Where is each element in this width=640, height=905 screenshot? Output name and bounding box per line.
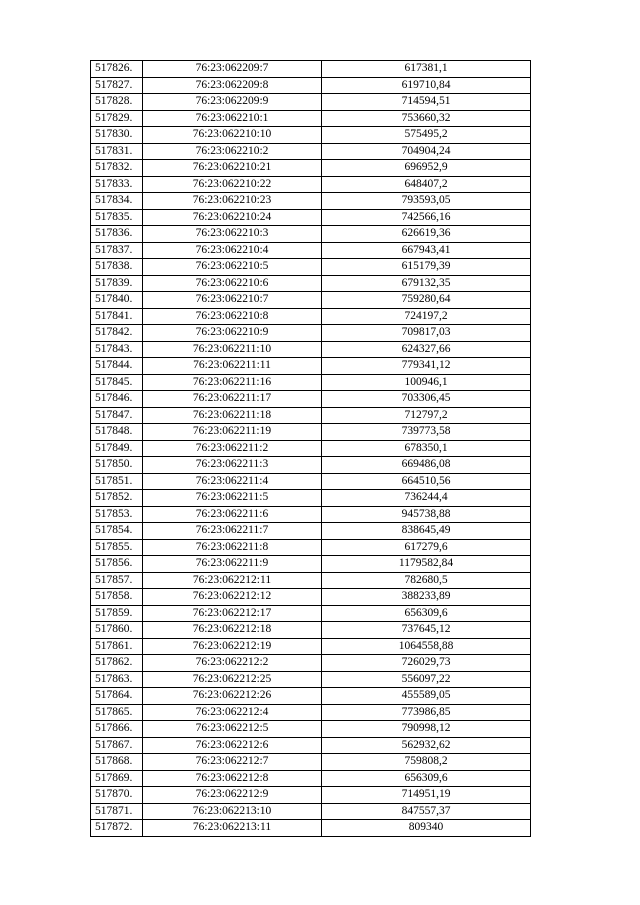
- row-number-cell: 517835.: [91, 209, 143, 226]
- row-number-cell: 517872.: [91, 820, 143, 837]
- table-row: [91, 209, 531, 226]
- cadastral-number-cell: 76:23:062210:9: [143, 325, 322, 342]
- value-cell: 847557,37: [322, 803, 531, 820]
- row-number-cell: 517871.: [91, 803, 143, 820]
- cadastral-number-cell: 76:23:062210:8: [143, 308, 322, 325]
- row-number-cell: 517863.: [91, 671, 143, 688]
- cadastral-number-cell: 76:23:062211:19: [143, 424, 322, 441]
- table-row: [91, 655, 531, 672]
- cadastral-number-cell: 76:23:062210:21: [143, 160, 322, 177]
- table-row: [91, 407, 531, 424]
- value-cell: 703306,45: [322, 391, 531, 408]
- value-cell: 790998,12: [322, 721, 531, 738]
- value-cell: 809340: [322, 820, 531, 837]
- value-cell: 679132,35: [322, 275, 531, 292]
- table-row: [91, 671, 531, 688]
- cadastral-number-cell: 76:23:062211:6: [143, 506, 322, 523]
- row-number-cell: 517853.: [91, 506, 143, 523]
- table-row: [91, 440, 531, 457]
- row-number-cell: 517828.: [91, 94, 143, 111]
- table-row: [91, 457, 531, 474]
- table-row: [91, 589, 531, 606]
- row-number-cell: 517846.: [91, 391, 143, 408]
- row-number-cell: 517867.: [91, 737, 143, 754]
- cadastral-number-cell: 76:23:062211:2: [143, 440, 322, 457]
- table-row: [91, 275, 531, 292]
- cadastral-number-cell: 76:23:062212:17: [143, 605, 322, 622]
- value-cell: 656309,6: [322, 770, 531, 787]
- cadastral-number-cell: 76:23:062210:10: [143, 127, 322, 144]
- row-number-cell: 517842.: [91, 325, 143, 342]
- cadastral-number-cell: 76:23:062212:9: [143, 787, 322, 804]
- cadastral-number-cell: 76:23:062211:18: [143, 407, 322, 424]
- value-cell: 709817,03: [322, 325, 531, 342]
- table-row: [91, 704, 531, 721]
- value-cell: 724197,2: [322, 308, 531, 325]
- row-number-cell: 517827.: [91, 77, 143, 94]
- value-cell: 678350,1: [322, 440, 531, 457]
- value-cell: 838645,49: [322, 523, 531, 540]
- value-cell: 624327,66: [322, 341, 531, 358]
- value-cell: 793593,05: [322, 193, 531, 210]
- row-number-cell: 517847.: [91, 407, 143, 424]
- value-cell: 100946,1: [322, 374, 531, 391]
- table-row: [91, 490, 531, 507]
- table-row: [91, 556, 531, 573]
- value-cell: 696952,9: [322, 160, 531, 177]
- row-number-cell: 517837.: [91, 242, 143, 259]
- value-cell: 736244,4: [322, 490, 531, 507]
- value-cell: 773986,85: [322, 704, 531, 721]
- cadastral-number-cell: 76:23:062212:7: [143, 754, 322, 771]
- cadastral-number-cell: 76:23:062210:23: [143, 193, 322, 210]
- value-cell: 619710,84: [322, 77, 531, 94]
- row-number-cell: 517841.: [91, 308, 143, 325]
- table-row: [91, 605, 531, 622]
- cadastral-number-cell: 76:23:062210:3: [143, 226, 322, 243]
- value-cell: 712797,2: [322, 407, 531, 424]
- row-number-cell: 517869.: [91, 770, 143, 787]
- row-number-cell: 517866.: [91, 721, 143, 738]
- value-cell: 617279,6: [322, 539, 531, 556]
- row-number-cell: 517860.: [91, 622, 143, 639]
- table-row: [91, 374, 531, 391]
- row-number-cell: 517832.: [91, 160, 143, 177]
- table-row: [91, 523, 531, 540]
- table-row: [91, 308, 531, 325]
- row-number-cell: 517864.: [91, 688, 143, 705]
- table-row: [91, 160, 531, 177]
- table-row: [91, 193, 531, 210]
- cadastral-number-cell: 76:23:062211:9: [143, 556, 322, 573]
- value-cell: 455589,05: [322, 688, 531, 705]
- table-row: [91, 721, 531, 738]
- cadastral-number-cell: 76:23:062211:17: [143, 391, 322, 408]
- cadastral-number-cell: 76:23:062213:10: [143, 803, 322, 820]
- cadastral-number-cell: 76:23:062211:5: [143, 490, 322, 507]
- row-number-cell: 517870.: [91, 787, 143, 804]
- table-row: [91, 292, 531, 309]
- row-number-cell: 517839.: [91, 275, 143, 292]
- table-row: [91, 572, 531, 589]
- cadastral-number-cell: 76:23:062211:4: [143, 473, 322, 490]
- cadastral-number-cell: 76:23:062212:6: [143, 737, 322, 754]
- cadastral-number-cell: 76:23:062209:9: [143, 94, 322, 111]
- cadastral-number-cell: 76:23:062213:11: [143, 820, 322, 837]
- cadastral-number-cell: 76:23:062212:25: [143, 671, 322, 688]
- cadastral-number-cell: 76:23:062212:11: [143, 572, 322, 589]
- value-cell: 388233,89: [322, 589, 531, 606]
- row-number-cell: 517855.: [91, 539, 143, 556]
- table-row: [91, 622, 531, 639]
- value-cell: 626619,36: [322, 226, 531, 243]
- cadastral-number-cell: 76:23:062212:8: [143, 770, 322, 787]
- table-body: [91, 61, 531, 837]
- row-number-cell: 517868.: [91, 754, 143, 771]
- cadastral-number-cell: 76:23:062212:26: [143, 688, 322, 705]
- value-cell: 737645,12: [322, 622, 531, 639]
- row-number-cell: 517850.: [91, 457, 143, 474]
- value-cell: 1179582,84: [322, 556, 531, 573]
- value-cell: 575495,2: [322, 127, 531, 144]
- table-row: [91, 803, 531, 820]
- value-cell: 714951,19: [322, 787, 531, 804]
- table-row: [91, 688, 531, 705]
- cadastral-number-cell: 76:23:062211:10: [143, 341, 322, 358]
- row-number-cell: 517851.: [91, 473, 143, 490]
- cadastral-number-cell: 76:23:062211:3: [143, 457, 322, 474]
- row-number-cell: 517859.: [91, 605, 143, 622]
- value-cell: 726029,73: [322, 655, 531, 672]
- row-number-cell: 517843.: [91, 341, 143, 358]
- row-number-cell: 517857.: [91, 572, 143, 589]
- value-cell: 759808,2: [322, 754, 531, 771]
- table-row: [91, 820, 531, 837]
- cadastral-number-cell: 76:23:062212:18: [143, 622, 322, 639]
- row-number-cell: 517838.: [91, 259, 143, 276]
- table-row: [91, 110, 531, 127]
- value-cell: 562932,62: [322, 737, 531, 754]
- cadastral-number-cell: 76:23:062210:5: [143, 259, 322, 276]
- table-row: [91, 506, 531, 523]
- cadastral-number-cell: 76:23:062211:7: [143, 523, 322, 540]
- table-row: [91, 143, 531, 160]
- cadastral-number-cell: 76:23:062210:6: [143, 275, 322, 292]
- value-cell: 704904,24: [322, 143, 531, 160]
- value-cell: 556097,22: [322, 671, 531, 688]
- cadastral-number-cell: 76:23:062212:2: [143, 655, 322, 672]
- table-row: [91, 770, 531, 787]
- table-row: [91, 226, 531, 243]
- value-cell: 742566,16: [322, 209, 531, 226]
- table-row: [91, 127, 531, 144]
- row-number-cell: 517833.: [91, 176, 143, 193]
- table-row: [91, 737, 531, 754]
- row-number-cell: 517861.: [91, 638, 143, 655]
- row-number-cell: 517856.: [91, 556, 143, 573]
- cadastral-number-cell: 76:23:062209:7: [143, 61, 322, 78]
- value-cell: 759280,64: [322, 292, 531, 309]
- table-row: [91, 176, 531, 193]
- table-row: [91, 424, 531, 441]
- cadastral-number-cell: 76:23:062211:11: [143, 358, 322, 375]
- value-cell: 779341,12: [322, 358, 531, 375]
- row-number-cell: 517852.: [91, 490, 143, 507]
- cadastral-number-cell: 76:23:062210:24: [143, 209, 322, 226]
- cadastral-number-cell: 76:23:062210:1: [143, 110, 322, 127]
- cadastral-number-cell: 76:23:062211:16: [143, 374, 322, 391]
- row-number-cell: 517865.: [91, 704, 143, 721]
- value-cell: 664510,56: [322, 473, 531, 490]
- value-cell: 753660,32: [322, 110, 531, 127]
- table-row: [91, 77, 531, 94]
- cadastral-number-cell: 76:23:062210:4: [143, 242, 322, 259]
- table-row: [91, 259, 531, 276]
- cadastral-number-cell: 76:23:062212:4: [143, 704, 322, 721]
- value-cell: 945738,88: [322, 506, 531, 523]
- cadastral-number-cell: 76:23:062210:22: [143, 176, 322, 193]
- row-number-cell: 517858.: [91, 589, 143, 606]
- row-number-cell: 517854.: [91, 523, 143, 540]
- value-cell: 648407,2: [322, 176, 531, 193]
- row-number-cell: 517831.: [91, 143, 143, 160]
- cadastral-number-cell: 76:23:062209:8: [143, 77, 322, 94]
- table-row: [91, 341, 531, 358]
- table-row: [91, 242, 531, 259]
- table-row: [91, 391, 531, 408]
- table-row: [91, 754, 531, 771]
- value-cell: 656309,6: [322, 605, 531, 622]
- table-row: [91, 61, 531, 78]
- row-number-cell: 517862.: [91, 655, 143, 672]
- value-cell: 714594,51: [322, 94, 531, 111]
- table-row: [91, 94, 531, 111]
- row-number-cell: 517829.: [91, 110, 143, 127]
- row-number-cell: 517836.: [91, 226, 143, 243]
- value-cell: 782680,5: [322, 572, 531, 589]
- row-number-cell: 517826.: [91, 61, 143, 78]
- table-row: [91, 787, 531, 804]
- cadastral-number-cell: 76:23:062211:8: [143, 539, 322, 556]
- cadastral-value-table: [90, 60, 531, 837]
- value-cell: 669486,08: [322, 457, 531, 474]
- value-cell: 1064558,88: [322, 638, 531, 655]
- row-number-cell: 517830.: [91, 127, 143, 144]
- row-number-cell: 517848.: [91, 424, 143, 441]
- value-cell: 615179,39: [322, 259, 531, 276]
- row-number-cell: 517840.: [91, 292, 143, 309]
- table-row: [91, 473, 531, 490]
- table-row: [91, 539, 531, 556]
- table-row: [91, 358, 531, 375]
- table-row: [91, 325, 531, 342]
- value-cell: 667943,41: [322, 242, 531, 259]
- cadastral-number-cell: 76:23:062212:5: [143, 721, 322, 738]
- table-row: [91, 638, 531, 655]
- row-number-cell: 517844.: [91, 358, 143, 375]
- row-number-cell: 517845.: [91, 374, 143, 391]
- cadastral-number-cell: 76:23:062212:19: [143, 638, 322, 655]
- row-number-cell: 517849.: [91, 440, 143, 457]
- cadastral-number-cell: 76:23:062210:2: [143, 143, 322, 160]
- row-number-cell: 517834.: [91, 193, 143, 210]
- cadastral-number-cell: 76:23:062212:12: [143, 589, 322, 606]
- value-cell: 617381,1: [322, 61, 531, 78]
- cadastral-number-cell: 76:23:062210:7: [143, 292, 322, 309]
- value-cell: 739773,58: [322, 424, 531, 441]
